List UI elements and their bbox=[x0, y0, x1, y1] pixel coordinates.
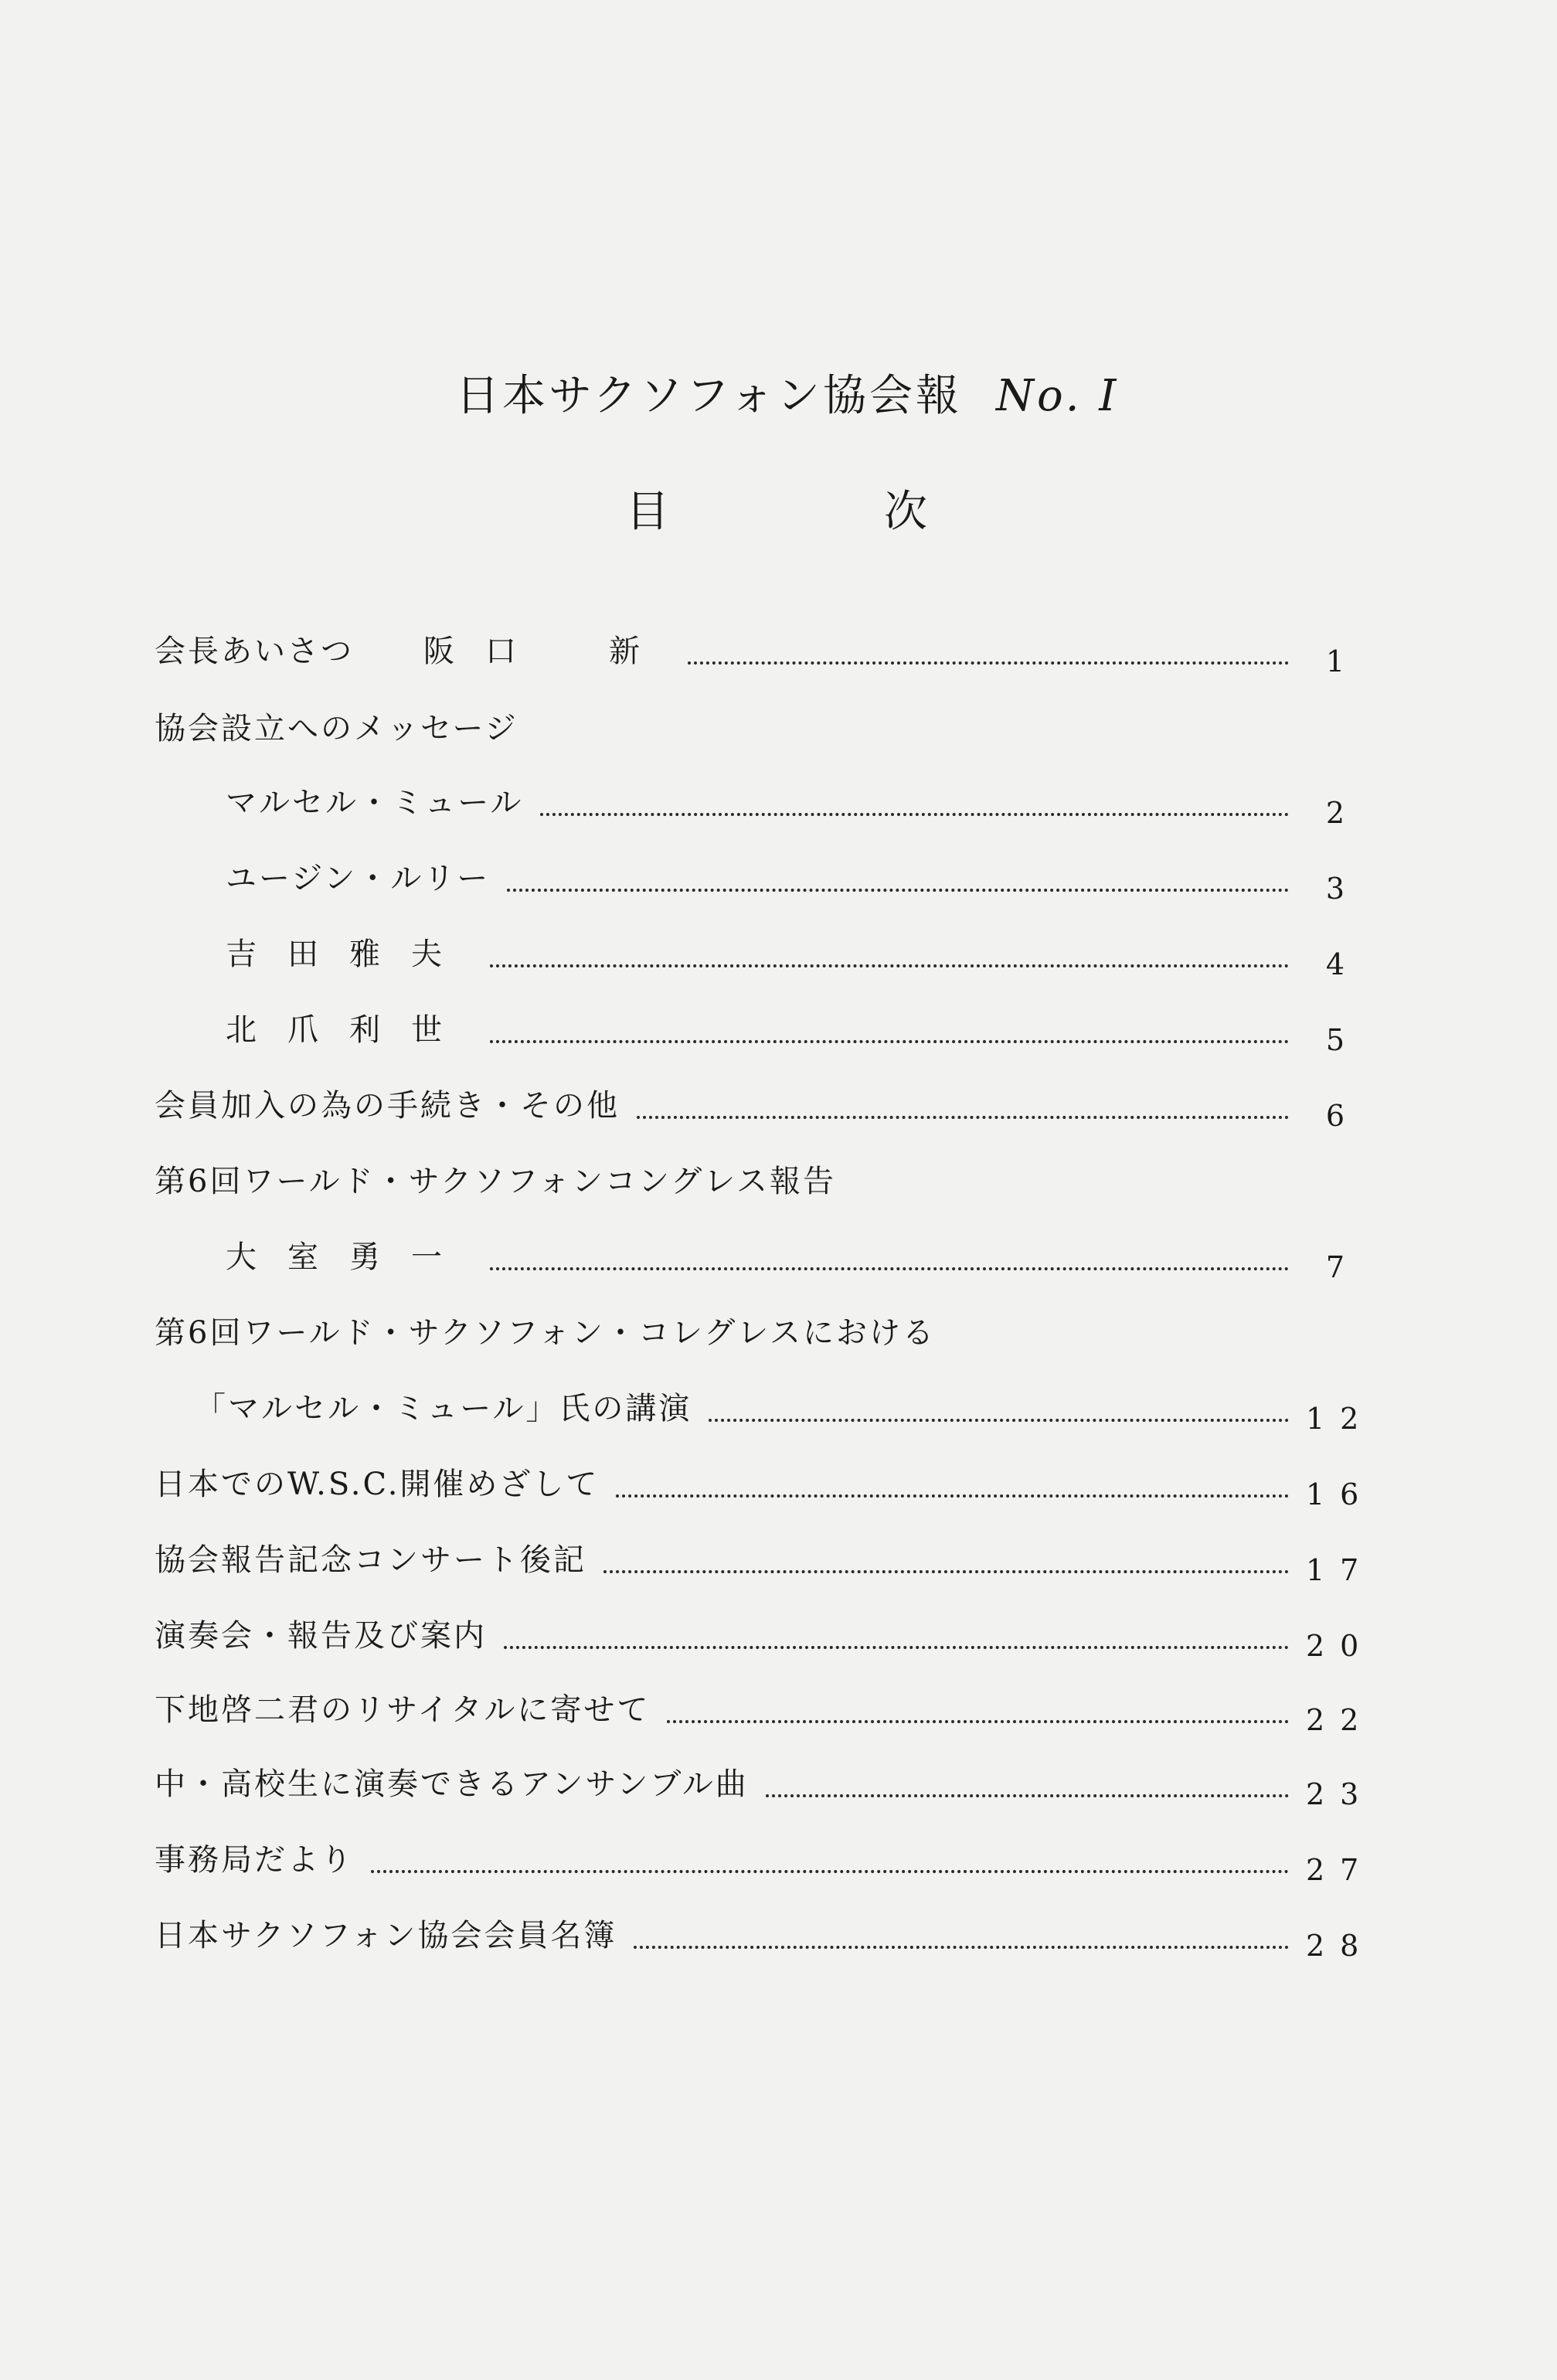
toc-entry-title: マルセル・ミュール bbox=[226, 785, 524, 821]
toc-entry-title: 日本でのW.S.C.開催めざして bbox=[155, 1467, 600, 1502]
dot-leader bbox=[507, 889, 1289, 892]
toc-entry-title: 大室勇一 bbox=[226, 1239, 473, 1275]
toc-entry-page: 27 bbox=[1306, 1853, 1375, 1887]
toc-entry-title: 第6回ワールド・サクソフォンコングレス報告 bbox=[155, 1164, 837, 1199]
toc-entry-title: 協会設立へのメッセージ bbox=[155, 711, 518, 746]
dot-leader bbox=[490, 1267, 1289, 1270]
dot-leader bbox=[540, 813, 1289, 816]
dot-leader bbox=[709, 1419, 1289, 1422]
toc-entry-page: 22 bbox=[1306, 1703, 1375, 1737]
toc-entry-page: 16 bbox=[1306, 1477, 1375, 1511]
dot-leader bbox=[490, 964, 1289, 967]
toc-entry[interactable] bbox=[226, 1230, 1360, 1284]
toc-entry[interactable] bbox=[155, 702, 1360, 748]
toc-entry-page: 12 bbox=[1306, 1402, 1375, 1436]
toc-entry[interactable] bbox=[155, 1833, 1375, 1887]
dot-leader bbox=[637, 1116, 1289, 1119]
dot-leader bbox=[634, 1946, 1289, 1949]
toc-entry[interactable] bbox=[155, 1533, 1375, 1587]
toc-entry-page: 28 bbox=[1306, 1929, 1375, 1963]
toc-entry[interactable] bbox=[226, 776, 1360, 830]
toc-entry[interactable] bbox=[155, 1457, 1375, 1511]
toc-entry-title: 下地啓二君のリサイタルに寄せて bbox=[155, 1692, 651, 1728]
toc-heading-left: 目 bbox=[626, 487, 669, 537]
toc-entry[interactable] bbox=[155, 1306, 1360, 1352]
toc-entry[interactable] bbox=[226, 927, 1360, 981]
toc-entry-title: 会長あいさつ bbox=[155, 634, 354, 669]
toc-entry-title: 日本サクソフォン協会会員名簿 bbox=[155, 1918, 617, 1953]
toc-entry[interactable] bbox=[155, 1154, 1360, 1201]
toc-entry-title: 「マルセル・ミュール」氏の講演 bbox=[195, 1391, 692, 1426]
toc-entry-page: 23 bbox=[1306, 1777, 1375, 1811]
toc-entry-title: 協会報告記念コンサート後記 bbox=[155, 1542, 586, 1578]
toc-entry-title: 会員加入の為の手続き・その他 bbox=[155, 1088, 620, 1124]
toc-entry-page: 17 bbox=[1306, 1553, 1375, 1587]
toc-entry-author: 阪口 新 bbox=[423, 634, 671, 669]
dot-leader bbox=[667, 1720, 1289, 1723]
toc-entry[interactable] bbox=[155, 624, 1360, 678]
toc-entry-title: 吉田雅夫 bbox=[226, 937, 473, 972]
toc-entry-title: 第6回ワールド・サクソフォン・コレグレスにおける bbox=[155, 1315, 937, 1351]
toc-entry[interactable] bbox=[195, 1382, 1375, 1436]
toc-entry-page: 7 bbox=[1325, 1250, 1360, 1284]
toc-entry-page: 6 bbox=[1325, 1099, 1360, 1133]
toc-entry[interactable] bbox=[155, 1757, 1375, 1811]
dot-leader bbox=[616, 1494, 1289, 1498]
toc-entry-page: 4 bbox=[1325, 947, 1360, 981]
toc-entry-page: 2 bbox=[1325, 796, 1360, 830]
dot-leader bbox=[688, 661, 1289, 665]
toc-entry-page: 20 bbox=[1306, 1629, 1375, 1663]
toc-heading-right: 次 bbox=[884, 487, 927, 537]
toc-entry-page: 5 bbox=[1325, 1023, 1360, 1057]
toc-entry[interactable] bbox=[155, 1909, 1375, 1963]
toc-entry-title: 中・高校生に演奏できるアンサンブル曲 bbox=[155, 1766, 749, 1802]
toc-entry[interactable] bbox=[155, 1609, 1375, 1663]
toc-entry-title: 事務局だより bbox=[155, 1842, 354, 1878]
issue-number: No. I bbox=[995, 371, 1120, 421]
toc-entry-page: 3 bbox=[1325, 872, 1360, 906]
toc-entry[interactable] bbox=[226, 852, 1360, 906]
toc-entry[interactable] bbox=[155, 1683, 1375, 1737]
toc-entry[interactable] bbox=[155, 1079, 1360, 1133]
toc-entry-title: ユージン・ルリー bbox=[226, 861, 491, 896]
toc-entry-title: 演奏会・報告及び案内 bbox=[155, 1618, 487, 1654]
toc-entry-page: 1 bbox=[1325, 644, 1360, 678]
dot-leader bbox=[504, 1646, 1289, 1649]
dot-leader bbox=[371, 1870, 1289, 1873]
toc-entry[interactable] bbox=[226, 1003, 1360, 1057]
dot-leader bbox=[490, 1040, 1289, 1043]
toc-entry-title: 北爪利世 bbox=[226, 1012, 473, 1048]
dot-leader bbox=[603, 1570, 1289, 1573]
journal-title: 日本サクソフォン協会報 bbox=[456, 371, 962, 421]
dot-leader bbox=[766, 1794, 1289, 1797]
